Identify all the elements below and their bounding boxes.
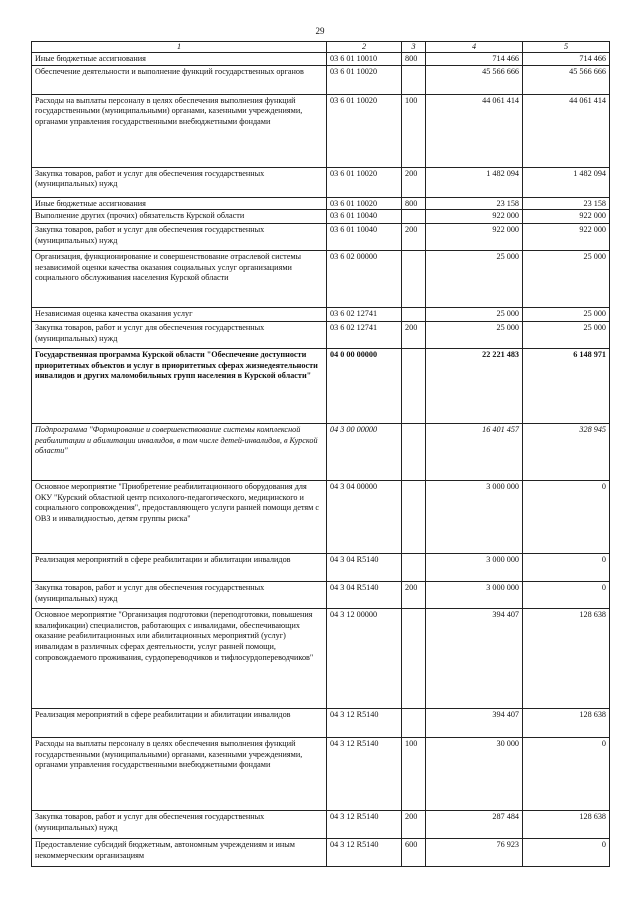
row-code-cell: 03 6 01 10020 [327,65,402,94]
row-amount-2-cell: 45 566 666 [523,65,610,94]
row-name-cell: Подпрограмма "Формирование и совершенствование системы комплексной реабилитации и абилитации инвалидов, в том числе детей-инвалидов, в Курской области" [32,424,327,481]
row-amount-1-cell: 287 484 [426,811,523,839]
row-name-cell: Иные бюджетные ассигнования [32,53,327,66]
row-amount-2-cell: 128 638 [523,811,610,839]
row-name-cell: Выполнение других (прочих) обязательств Курской области [32,210,327,224]
row-name-cell: Закупка товаров, работ и услуг для обеспечения государственных (муниципальных) нужд [32,582,327,609]
header-col-5: 5 [523,42,610,53]
row-amount-1-cell: 3 000 000 [426,554,523,582]
row-expense-type-cell [402,709,426,738]
row-name-cell: Иные бюджетные ассигнования [32,197,327,210]
row-expense-type-cell [402,210,426,224]
row-amount-1-cell: 16 401 457 [426,424,523,481]
table-row [32,210,610,224]
row-amount-1-cell: 3 000 000 [426,481,523,554]
table-row [32,554,610,582]
row-amount-2-cell: 6 148 971 [523,349,610,424]
row-amount-2-cell: 922 000 [523,224,610,251]
table-row [32,811,610,839]
table-row [32,349,610,424]
row-code-cell: 03 6 01 10010 [327,53,402,66]
row-code-cell: 04 0 00 00000 [327,349,402,424]
row-amount-2-cell: 0 [523,554,610,582]
row-code-cell: 03 6 01 10040 [327,210,402,224]
row-amount-2-cell: 0 [523,738,610,811]
row-amount-2-cell: 128 638 [523,709,610,738]
row-code-cell: 03 6 01 10040 [327,224,402,251]
row-expense-type-cell [402,609,426,709]
row-name-cell: Предоставление субсидий бюджетным, автономным учреждениям и иным некоммерческим организациям [32,839,327,867]
row-expense-type-cell [402,424,426,481]
table-row [32,481,610,554]
row-expense-type-cell [402,65,426,94]
row-code-cell: 04 3 12 R5140 [327,709,402,738]
header-col-4: 4 [426,42,523,53]
row-amount-2-cell: 128 638 [523,609,610,709]
row-name-cell: Организация, функционирование и совершенствование отраслевой системы независимой оценки качества оказания социальных услуг организациями социального обслуживания населения Курской области [32,251,327,308]
row-expense-type-cell [402,251,426,308]
header-col-2: 2 [327,42,402,53]
row-amount-1-cell: 922 000 [426,224,523,251]
row-code-cell: 03 6 01 10020 [327,94,402,167]
row-amount-2-cell: 0 [523,839,610,867]
row-name-cell: Основное мероприятие "Приобретение реабилитационного оборудования для ОКУ "Курский областной центр психолого-педагогического, медицинского и социального сопровождения", предоставляющего услуги ранней помощи детям с ОВЗ и инвалидностью, детям группы риска" [32,481,327,554]
row-expense-type-cell: 800 [402,53,426,66]
row-expense-type-cell [402,481,426,554]
row-amount-2-cell: 44 061 414 [523,94,610,167]
table-row [32,424,610,481]
row-expense-type-cell: 200 [402,167,426,197]
header-col-1: 1 [32,42,327,53]
table-row [32,65,610,94]
row-amount-2-cell: 25 000 [523,322,610,349]
row-code-cell: 04 3 12 R5140 [327,839,402,867]
row-amount-2-cell: 0 [523,481,610,554]
row-amount-1-cell: 23 158 [426,197,523,210]
row-code-cell: 04 3 00 00000 [327,424,402,481]
row-expense-type-cell: 200 [402,582,426,609]
row-code-cell: 04 3 12 R5140 [327,811,402,839]
row-amount-2-cell: 23 158 [523,197,610,210]
row-expense-type-cell: 100 [402,738,426,811]
row-name-cell: Закупка товаров, работ и услуг для обеспечения государственных (муниципальных) нужд [32,811,327,839]
row-name-cell: Закупка товаров, работ и услуг для обеспечения государственных (муниципальных) нужд [32,167,327,197]
table-row [32,197,610,210]
row-name-cell: Реализация мероприятий в сфере реабилитации и абилитации инвалидов [32,554,327,582]
row-amount-1-cell: 76 923 [426,839,523,867]
row-expense-type-cell: 100 [402,94,426,167]
row-amount-1-cell: 714 466 [426,53,523,66]
row-code-cell: 03 6 02 00000 [327,251,402,308]
row-amount-1-cell: 1 482 094 [426,167,523,197]
row-amount-2-cell: 1 482 094 [523,167,610,197]
table-row [32,709,610,738]
table-row [32,53,610,66]
table-body [32,53,610,867]
row-amount-2-cell: 25 000 [523,251,610,308]
row-name-cell: Независимая оценка качества оказания услуг [32,308,327,322]
row-code-cell: 03 6 02 12741 [327,322,402,349]
row-code-cell: 04 3 12 R5140 [327,738,402,811]
table-row [32,609,610,709]
row-amount-1-cell: 30 000 [426,738,523,811]
row-expense-type-cell [402,554,426,582]
row-code-cell: 03 6 01 10020 [327,197,402,210]
row-amount-1-cell: 44 061 414 [426,94,523,167]
table-row [32,167,610,197]
row-amount-2-cell: 0 [523,582,610,609]
row-code-cell: 04 3 04 R5140 [327,582,402,609]
row-amount-1-cell: 25 000 [426,251,523,308]
table-row [32,224,610,251]
row-name-cell: Реализация мероприятий в сфере реабилитации и абилитации инвалидов [32,709,327,738]
row-amount-1-cell: 394 407 [426,609,523,709]
row-amount-1-cell: 922 000 [426,210,523,224]
row-code-cell: 04 3 12 00000 [327,609,402,709]
row-name-cell: Закупка товаров, работ и услуг для обеспечения государственных (муниципальных) нужд [32,322,327,349]
table-row [32,322,610,349]
row-name-cell: Основное мероприятие "Организация подготовки (переподготовки, повышения квалификации) специалистов, работающих с инвалидами, обеспечивающих оказание реабилитационных или абилитационных мероприятий (услуг) инвалидам в различных сферах деятельности, услуг ранней помощи, сопровождаемого проживания, сурдопереводчиков и тифлосурдопереводчиков" [32,609,327,709]
row-expense-type-cell: 600 [402,839,426,867]
row-amount-1-cell: 394 407 [426,709,523,738]
column-number-header [32,42,610,53]
row-name-cell: Расходы на выплаты персоналу в целях обеспечения выполнения функций государственными (муниципальными) органами, казенными учреждениями, органами управления государственными внебюджетными фондами [32,738,327,811]
row-name-cell: Государственная программа Курской области "Обеспечение доступности приоритетных объектов и услуг в приоритетных сферах жизнедеятельности инвалидов и других маломобильных групп населения в Курской области" [32,349,327,424]
table-row [32,738,610,811]
row-expense-type-cell: 800 [402,197,426,210]
table-row [32,582,610,609]
page-number: 29 [315,26,325,36]
row-code-cell: 03 6 02 12741 [327,308,402,322]
table-row [32,251,610,308]
table-row [32,94,610,167]
row-expense-type-cell: 200 [402,224,426,251]
row-code-cell: 04 3 04 R5140 [327,554,402,582]
row-code-cell: 04 3 04 00000 [327,481,402,554]
row-amount-1-cell: 25 000 [426,322,523,349]
row-expense-type-cell: 200 [402,322,426,349]
row-amount-2-cell: 922 000 [523,210,610,224]
table-row [32,308,610,322]
row-amount-1-cell: 3 000 000 [426,582,523,609]
row-expense-type-cell [402,349,426,424]
header-col-3: 3 [402,42,426,53]
row-expense-type-cell [402,308,426,322]
row-name-cell: Расходы на выплаты персоналу в целях обеспечения выполнения функций государственными (муниципальными) органами, казенными учреждениями, органами управления государственными внебюджетными фондами [32,94,327,167]
row-amount-2-cell: 25 000 [523,308,610,322]
budget-table [31,41,610,867]
row-amount-1-cell: 22 221 483 [426,349,523,424]
row-name-cell: Закупка товаров, работ и услуг для обеспечения государственных (муниципальных) нужд [32,224,327,251]
row-amount-2-cell: 714 466 [523,53,610,66]
row-amount-1-cell: 45 566 666 [426,65,523,94]
row-expense-type-cell: 200 [402,811,426,839]
row-name-cell: Обеспечение деятельности и выполнение функций государственных органов [32,65,327,94]
row-amount-1-cell: 25 000 [426,308,523,322]
row-code-cell: 03 6 01 10020 [327,167,402,197]
table-row [32,839,610,867]
row-amount-2-cell: 328 945 [523,424,610,481]
